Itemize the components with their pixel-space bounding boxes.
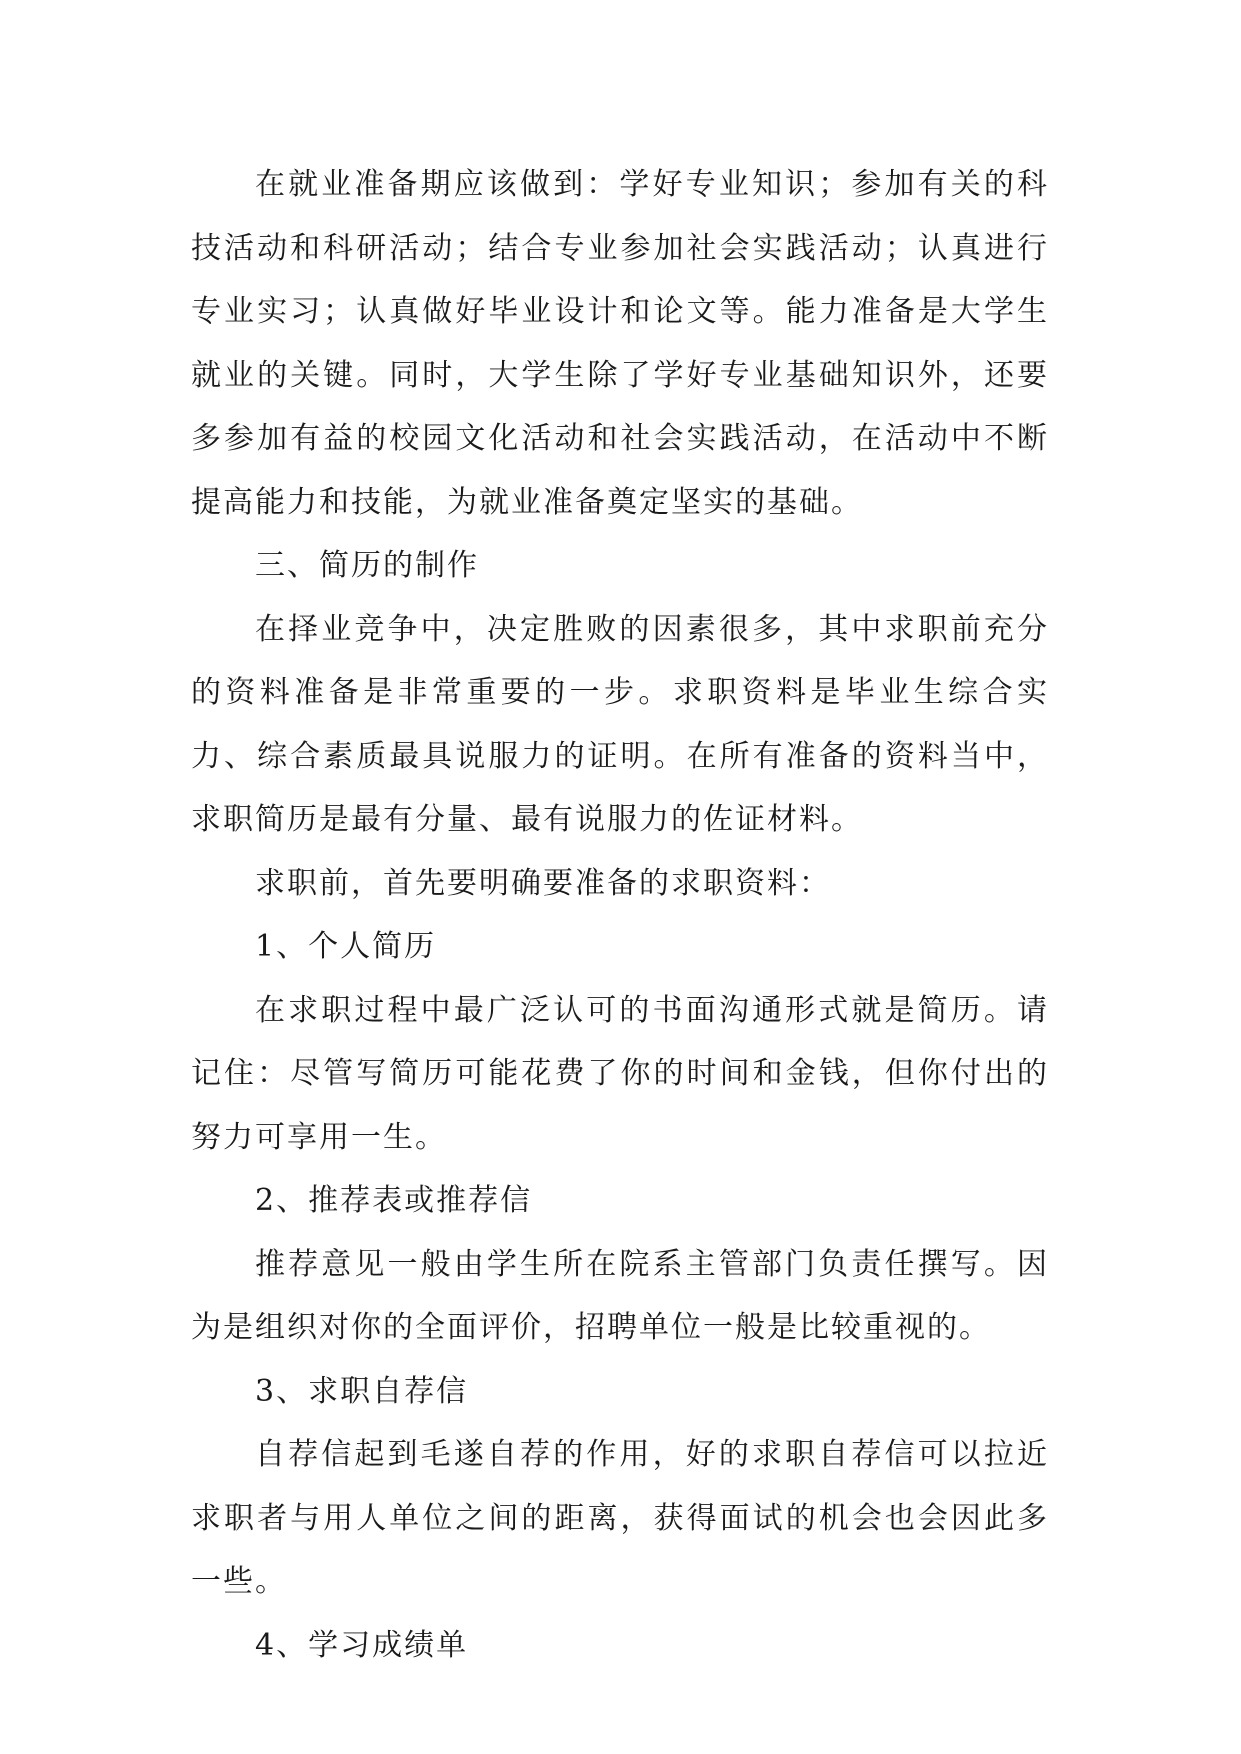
paragraph-recommendation: 推荐意见一般由学生所在院系主管部门负责任撰写。因为是组织对你的全面评价，招聘单位一般是比较重视的。 bbox=[191, 1246, 1049, 1345]
paragraph-employment-preparation: 在就业准备期应该做到：学好专业知识；参加有关的科技活动和科研活动；结合专业参加社会实践活动；认真进行专业实习；认真做好毕业设计和论文等。能力准备是大学生就业的关键。同时，大学生除了学好专业基础知识外，还要多参加有益的校园文化活动和社会实践活动，在活动中不断提高能力和技能，为就业准备奠定坚实的基础。 bbox=[191, 167, 1049, 520]
paragraph-cover-letter: 自荐信起到毛遂自荐的作用，好的求职自荐信可以拉近求职者与用人单位之间的距离，获得面试的机会也会因此多一些。 bbox=[191, 1437, 1049, 1599]
item-heading-transcript: 4、学习成绩单 bbox=[255, 1627, 469, 1663]
section-heading-resume: 三、简历的制作 bbox=[255, 548, 479, 583]
paragraph-personal-resume: 在求职过程中最广泛认可的书面沟通形式就是简历。请记住：尽管写简历可能花费了你的时间和金钱，但你付出的努力可享用一生。 bbox=[191, 992, 1049, 1155]
item-heading-recommendation: 2、推荐表或推荐信 bbox=[255, 1183, 533, 1218]
paragraph-job-materials-importance: 在择业竞争中，决定胜败的因素很多，其中求职前充分的资料准备是非常重要的一步。求职资料是毕业生综合实力、综合素质最具说服力的证明。在所有准备的资料当中，求职简历是最有分量、最有说服力的佐证材料。 bbox=[191, 611, 1049, 837]
paragraph-materials-intro: 求职前，首先要明确要准备的求职资料： bbox=[255, 865, 831, 901]
item-heading-personal-resume: 1、个人简历 bbox=[255, 929, 437, 964]
item-heading-cover-letter: 3、求职自荐信 bbox=[255, 1373, 469, 1409]
document-body bbox=[191, 153, 1049, 1677]
